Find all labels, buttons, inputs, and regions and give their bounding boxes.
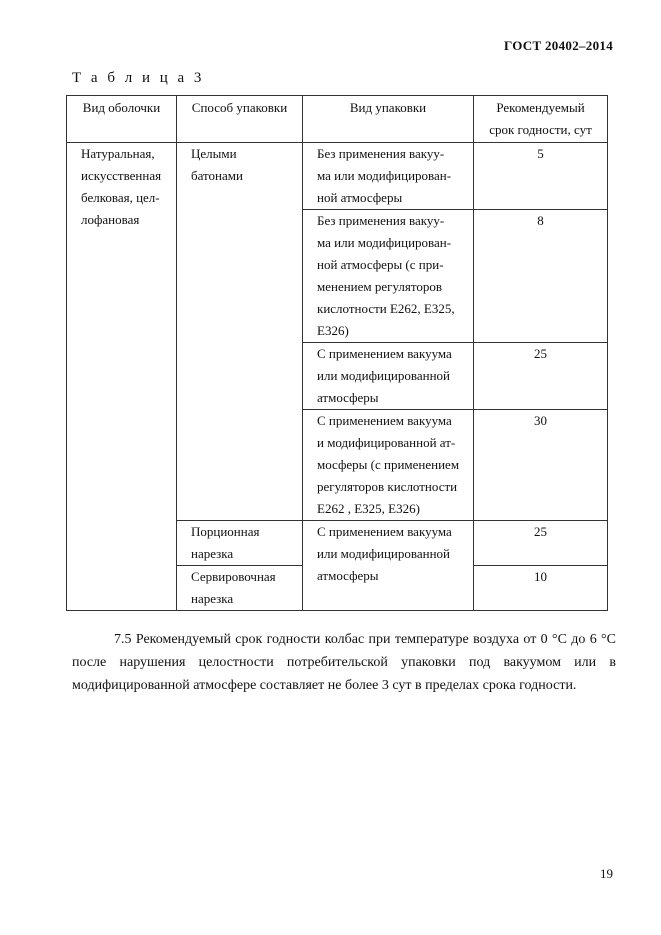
column-header-method: Способ упаковки [177, 96, 303, 143]
table-title: Т а б л и ц а 3 [72, 70, 205, 86]
column-header-term: Рекомендуемый срок годности, сут [474, 96, 608, 143]
paragraph-text: 7.5 Рекомендуемый срок годности колбас при температуре воздуха от 0 °С до 6 °С после нарушения целостности потребительской упаковки под вакуумом или в модифицированной атмосфере составляет не более 3 сут в пределах срока годности. [72, 632, 616, 693]
table-header-row [67, 96, 608, 143]
packaging-cell: С применением вакуума и модифицированной ат- мосферы (с применением регуляторов кислотности Е262 , Е325, Е326) [303, 410, 474, 521]
page-number: 19 [600, 866, 613, 881]
table-row [67, 143, 608, 210]
term-cell: 5 [474, 143, 608, 210]
term-cell: 8 [474, 210, 608, 343]
term-cell: 25 [474, 343, 608, 410]
shelf-life-table [66, 95, 608, 611]
packaging-cell: Без применения вакуу- ма или модифицирован- ной атмосферы (с при- менением регуляторов кислотности Е262, Е325, Е326) [303, 210, 474, 343]
term-cell: 10 [474, 566, 608, 611]
packaging-cell: Без применения вакуу- ма или модифицирован- ной атмосферы [303, 143, 474, 210]
body-paragraph [72, 628, 616, 697]
method-serving-cell: Сервировочная нарезка [177, 566, 303, 611]
column-header-casing: Вид оболочки [67, 96, 177, 143]
method-portion-cell: Порционная нарезка [177, 521, 303, 566]
term-cell: 25 [474, 521, 608, 566]
standard-header: ГОСТ 20402–2014 [503, 38, 613, 53]
term-cell: 30 [474, 410, 608, 521]
method-whole-cell: Целыми батонами [177, 143, 303, 521]
column-header-packaging: Вид упаковки [303, 96, 474, 143]
packaging-cell: С применением вакуума или модифицированной атмосферы [303, 343, 474, 410]
casing-cell: Натуральная, искусственная белковая, цел- лофановая [67, 143, 177, 611]
packaging-cell: С применением вакуума или модифицированной атмосферы [303, 521, 474, 611]
